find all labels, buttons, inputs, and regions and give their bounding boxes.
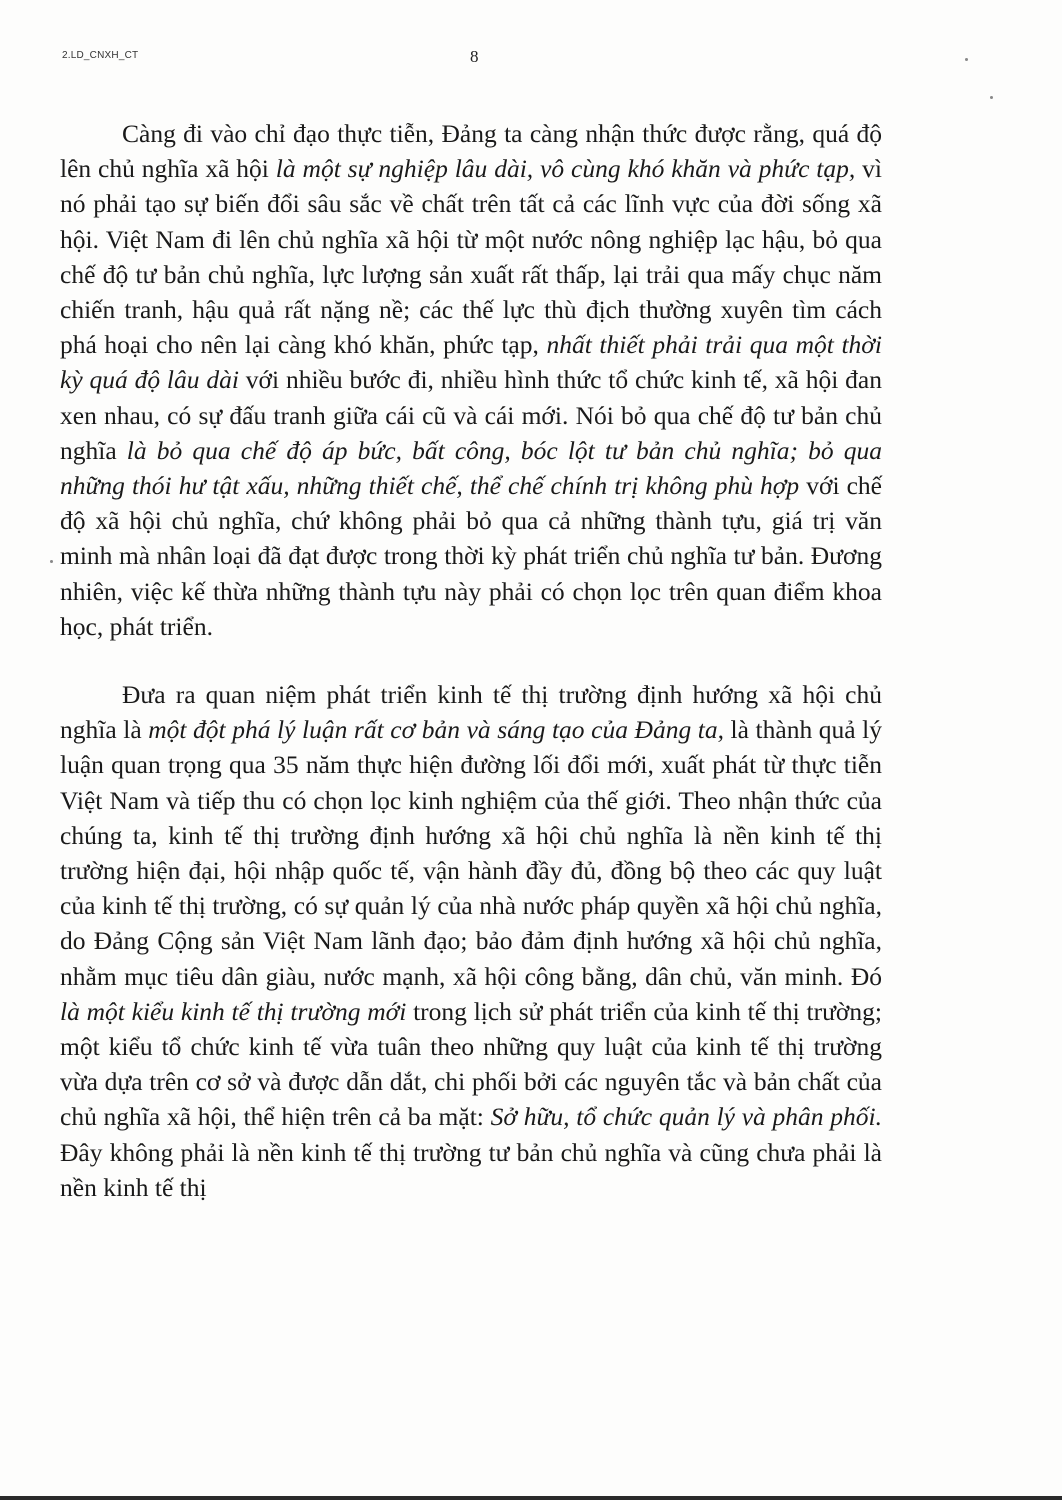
text-segment: là thành quả lý luận quan trọng qua 35 năm thực hiện đường lối đổi mới, xuất phát từ thực tiễn Việt Nam và tiếp thu có chọn lọc kinh nghiệm của thế giới. Theo nhận thức của chúng ta, kinh tế thị trường định hướng xã hội chủ nghĩa là nền kinh tế thị trường hiện đại, hội nhập quốc tế, vận hành đầy đủ, đồng bộ theo các quy luật của kinh tế thị trường, có sự quản lý của nhà nước pháp quyền xã hội chủ nghĩa, do Đảng Cộng sản Việt Nam lãnh đạo; bảo đảm định hướng xã hội chủ nghĩa, nhằm mục tiêu dân giàu, nước mạnh, xã hội công bằng, dân chủ, văn minh. Đó [60, 715, 882, 991]
italic-segment: là bỏ qua chế độ áp bức, bất công, bóc lột tư bản chủ nghĩa; bỏ qua những thói hư tật xấu, những thiết chế, thể chế chính trị không phù hợp [60, 435, 882, 501]
text-segment: vì nó phải tạo sự biến đổi sâu sắc về chất trên tất cả các lĩnh vực của đời sống xã hội. Việt Nam đi lên chủ nghĩa xã hội từ một nước nông nghiệp lạc hậu, bỏ qua chế độ tư bản chủ nghĩa, lực lượng sản xuất rất thấp, lại trải qua mấy chục năm chiến tranh, hậu quả rất nặng nề; các thế lực thù địch thường xuyên tìm cách phá hoại cho nên lại càng khó khăn, phức tạp, [60, 154, 883, 360]
text-segment: trong lịch sử phát triển của kinh tế thị trường; một kiểu tổ chức kinh tế vừa tuân theo những quy luật của kinh tế thị trường vừa dựa trên cơ sở và được dẫn dắt, chi phối bởi các nguyên tắc và bản chất của chủ nghĩa xã hội, thể hiện trên cả ba mặt: [60, 996, 882, 1132]
document-code: 2.LD_CNXH_CT [62, 50, 139, 61]
paragraph-1 [60, 116, 882, 644]
scan-bottom-edge [0, 1496, 1062, 1500]
text-segment: với chế độ xã hội chủ nghĩa, chứ không phải bỏ qua cả những thành tựu, giá trị văn minh mà nhân loại đã đạt được trong thời kỳ phát triển chủ nghĩa tư bản. Đương nhiên, việc kế thừa những thành tựu này phải có chọn lọc trên quan điểm khoa học, phát triển. [60, 471, 882, 641]
italic-segment: là một kiểu kinh tế thị trường mới [60, 996, 407, 1026]
text-segment: Đây không phải là nền kinh tế thị trường tư bản chủ nghĩa và cũng chưa phải là nền kinh tế thị [60, 1137, 882, 1202]
italic-segment: Sở hữu, tổ chức quản lý và phân phối. [490, 1102, 882, 1132]
text-segment: Đưa ra quan niệm phát triển kinh tế thị trường định hướng xã hội chủ nghĩa là [60, 680, 882, 745]
scan-speck [50, 560, 53, 563]
italic-segment: nhất thiết phải trải qua một thời kỳ quá độ lâu dài [60, 330, 882, 395]
page-number: 8 [470, 47, 479, 66]
italic-segment: là một sự nghiệp lâu dài, vô cùng khó khăn và phức tạp, [275, 154, 856, 184]
body-text [60, 116, 882, 1205]
text-segment: Càng đi vào chỉ đạo thực tiễn, Đảng ta càng nhận thức được rằng, quá độ lên chủ nghĩa xã hội [60, 119, 882, 184]
scan-speck [990, 96, 993, 99]
italic-segment: một đột phá lý luận rất cơ bản và sáng tạo của Đảng ta, [148, 715, 724, 745]
paragraph-2 [60, 677, 882, 1205]
scan-speck [965, 58, 968, 61]
text-segment: với nhiều bước đi, nhiều hình thức tổ chức kinh tế, xã hội đan xen nhau, có sự đấu tranh giữa cái cũ và cái mới. Nói bỏ qua chế độ tư bản chủ nghĩa [60, 365, 882, 465]
